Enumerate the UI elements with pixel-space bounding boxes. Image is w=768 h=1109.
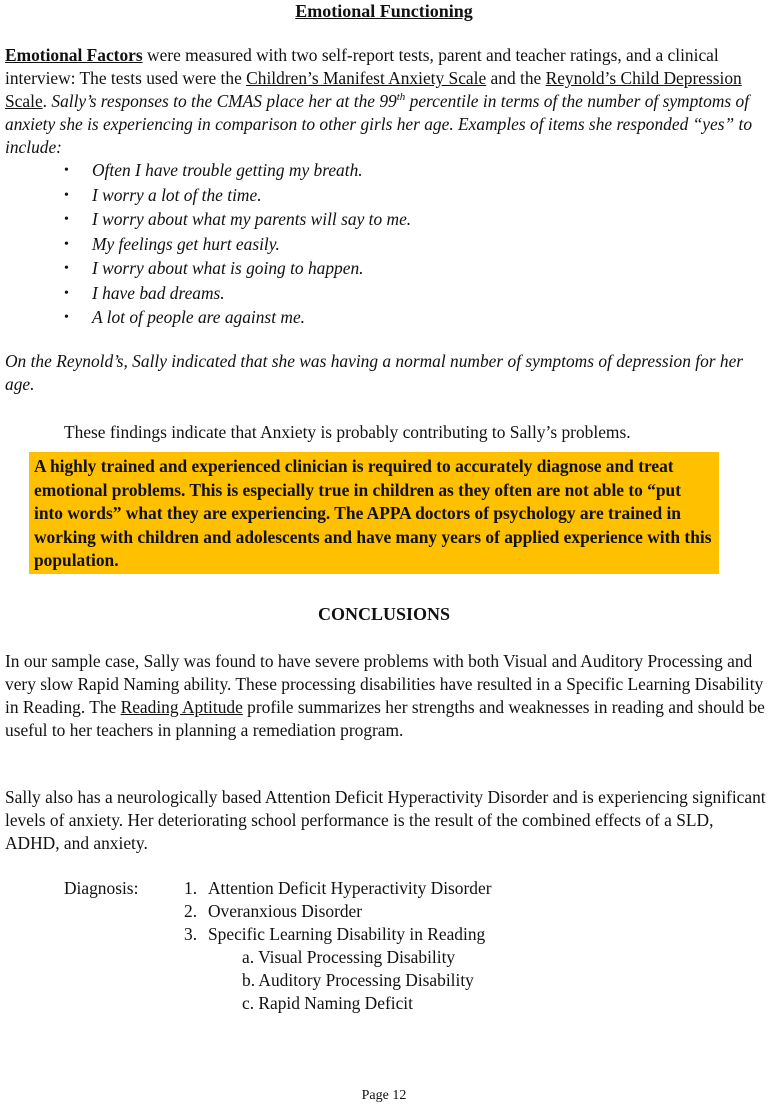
diagnosis-list <box>184 877 491 946</box>
diagnosis-item <box>184 877 491 900</box>
list-item <box>0 208 700 233</box>
list-item-text: I worry a lot of the time. <box>92 184 262 205</box>
reading-aptitude-link[interactable]: Reading Aptitude <box>120 697 243 717</box>
diagnosis-text: Attention Deficit Hyperactivity Disorder <box>208 878 492 898</box>
diagnosis-item <box>184 923 491 946</box>
intro-text-2: and the <box>486 68 546 88</box>
diagnosis-label: Diagnosis: <box>64 878 139 898</box>
bullet-icon: • <box>64 285 69 301</box>
reynolds-paragraph: On the Reynold’s, Sally indicated that she was having a normal number of symptoms of depression for her age. <box>5 351 744 394</box>
intro-text-3: . <box>42 91 52 111</box>
bullet-icon: • <box>64 212 69 227</box>
diagnosis-item <box>184 900 491 923</box>
findings-paragraph: These findings indicate that Anxiety is probably contributing to Sally’s problems. <box>64 422 631 442</box>
diagnosis-subitem: c. Rapid Naming Deficit <box>242 993 413 1013</box>
bullet-icon: • <box>64 261 69 276</box>
list-item <box>0 282 700 307</box>
diagnosis-subitem: b. Auditory Processing Disability <box>242 970 474 990</box>
diagnosis-subitem: a. Visual Processing Disability <box>242 947 456 967</box>
conclusions-paragraph-1 <box>5 650 767 742</box>
diagnosis-text: Overanxious Disorder <box>208 901 363 921</box>
intro-paragraph <box>5 44 765 159</box>
bullet-icon: • <box>64 310 69 325</box>
page-number: Page 12 <box>361 1088 407 1103</box>
list-item <box>0 306 700 331</box>
emotional-factors-term: Emotional Factors <box>5 45 143 65</box>
list-item-text: I worry about what my parents will say to me. <box>92 209 412 229</box>
para1-text-1: In our sample case, Sally was found to have severe problems with both Visual and Auditory Processing and very slow Rapid Naming ability. These processing disabilities have resulted in a Specific Learning Disability in Reading. The <box>5 651 764 717</box>
list-item <box>0 257 700 282</box>
para1-text-2: profile summarizes her strengths and weaknesses in reading and should be useful to her teachers in planning a remediation program. <box>5 697 765 740</box>
intro-italic-1: Sally’s responses to the CMAS place her at the 99 <box>51 91 397 111</box>
section-title-conclusions: CONCLUSIONS <box>317 604 451 624</box>
list-item-text: A lot of people are against me. <box>92 307 306 327</box>
conclusions-paragraph-2: Sally also has a neurologically based Attention Deficit Hyperactivity Disorder and is experiencing significant levels of anxiety. Her deteriorating school performance is the result of the combined effects of a SLD, ADHD, and anxiety. <box>5 787 766 853</box>
reynolds-test-name: Reynold’s Child Depression Scale <box>5 68 742 111</box>
list-item <box>0 233 700 258</box>
diagnosis-sublist <box>242 946 474 1015</box>
bullet-icon: • <box>64 187 69 203</box>
bullet-icon: • <box>64 236 69 252</box>
anxiety-items-list <box>0 159 700 331</box>
intro-italic-2: percentile in terms of the number of symptoms of anxiety she is experiencing in comparison to other girls her age. Examples of items she responded “yes” to include: <box>5 91 753 157</box>
bullet-icon: • <box>64 163 69 178</box>
list-item <box>0 159 700 184</box>
diagnosis-number: 3. <box>184 924 198 944</box>
list-item-text: Often I have trouble getting my breath. <box>92 160 363 180</box>
diagnosis-number: 1. <box>184 878 198 898</box>
list-item <box>0 184 700 209</box>
section-title-emotional-functioning: Emotional Functioning <box>295 1 473 21</box>
intro-text-1: were measured with two self-report tests, parent and teacher ratings, and a clinical interview: The tests used were the <box>5 45 719 88</box>
clinician-callout-box: A highly trained and experienced clinician is required to accurately diagnose and treat emotional problems. This is especially true in children as they often are not able to “put into words” what they are experiencing. The APPA doctors of psychology are trained in working with children and adolescents and have many years of applied experience with this population. <box>29 452 719 574</box>
diagnosis-text: Specific Learning Disability in Reading <box>208 924 486 944</box>
diagnosis-number: 2. <box>184 901 198 921</box>
percentile-superscript: th <box>396 91 406 104</box>
list-item-text: I worry about what is going to happen. <box>92 258 364 278</box>
list-item-text: My feelings get hurt easily. <box>92 233 280 254</box>
cmas-test-name: Children’s Manifest Anxiety Scale <box>246 68 487 88</box>
list-item-text: I have bad dreams. <box>92 282 225 303</box>
